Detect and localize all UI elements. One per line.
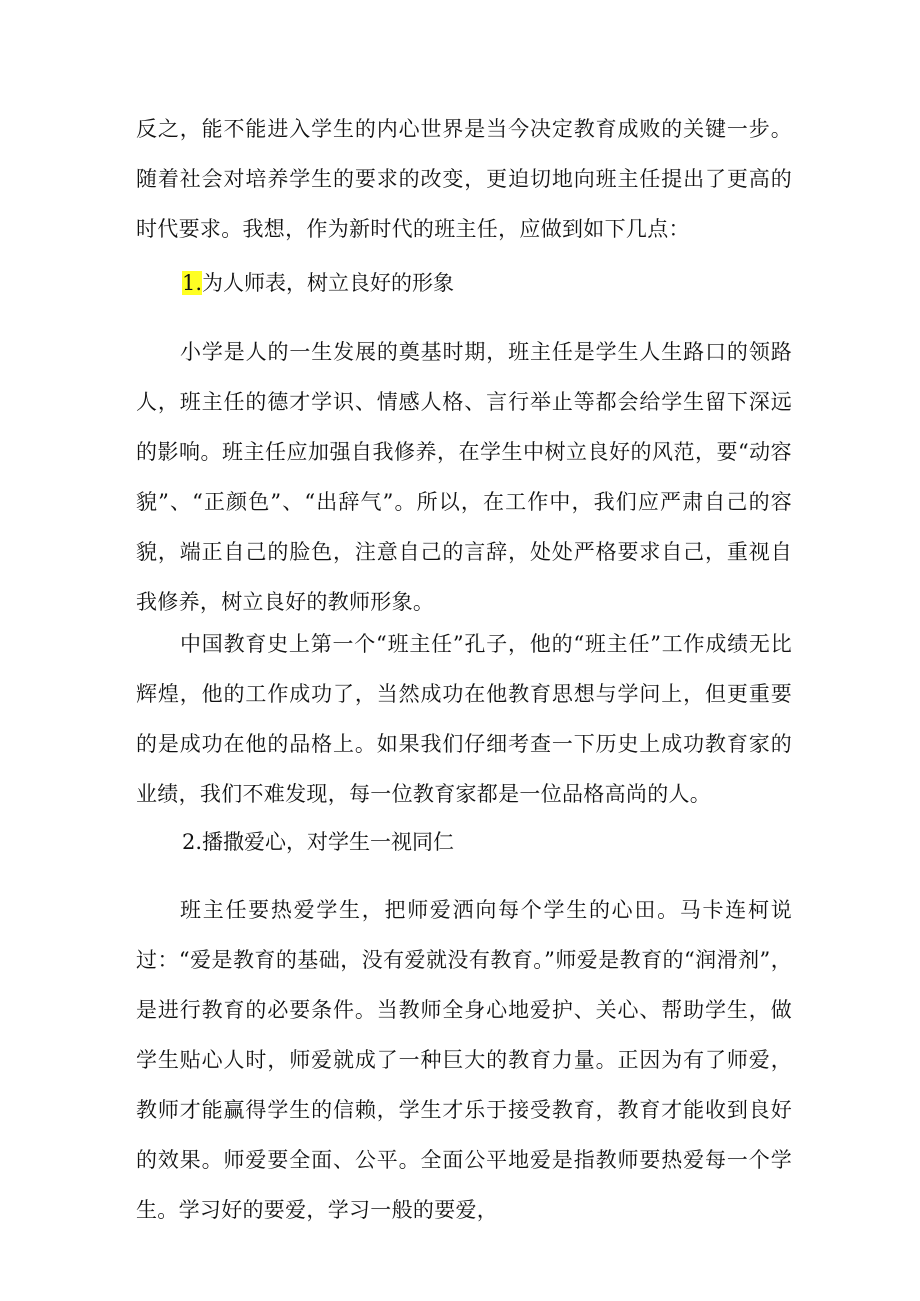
section-2-title: .播撒爱心，对学生一视同仁 bbox=[195, 830, 455, 854]
section-2-heading bbox=[182, 817, 454, 867]
section-1-heading bbox=[182, 258, 454, 308]
section-2-number: 2 bbox=[182, 830, 196, 854]
section-1-paragraph-b: 中国教育史上第一个“班主任”孔子，他的“班主任”工作成绩无比辉煌，他的工作成功了，当然成功在他教育思想与学问上，但更重要的是成功在他的品格上。如果我们仔细考查一下历史上成功教育家的业绩，我们不难发现，每一位教育家都是一位品格高尚的人。 bbox=[136, 632, 792, 806]
intro-paragraph: 反之，能不能进入学生的内心世界是当今决定教育成败的关键一步。随着社会对培养学生的要求的改变，更迫切地向班主任提出了更高的时代要求。我想，作为新时代的班主任，应做到如下几点： bbox=[136, 117, 792, 241]
section-1-paragraph-a: 小学是人的一生发展的奠基时期，班主任是学生人生路口的领路人，班主任的德才学识、情感人格、言行举止等都会给学生留下深远的影响。班主任应加强自我修养，在学生中树立良好的风范，要“动容貌”、“正颜色”、“出辞气”。所以，在工作中，我们应严肃自己的容貌，端正自己的脸色，注意自己的言辞，处处严格要求自己，重视自我修养，树立良好的教师形象。 bbox=[136, 340, 792, 614]
section-1-number-highlight: 1. bbox=[182, 271, 203, 295]
section-1-title: 为人师表，树立良好的形象 bbox=[202, 271, 455, 295]
section-2-paragraph-a: 班主任要热爱学生，把师爱洒向每个学生的心田。马卡连柯说过：“爱是教育的基础，没有爱就没有教育。”师爱是教育的“润滑剂”，是进行教育的必要条件。当教师全身心地爱护、关心、帮助学生，做学生贴心人时，师爱就成了一种巨大的教育力量。正因为有了师爱，教师才能赢得学生的信赖，学生才乐于接受教育，教育才能收到良好的效果。师爱要全面、公平。全面公平地爱是指教师要热爱每一个学生。学习好的要爱，学习一般的要爱， bbox=[136, 898, 792, 1222]
